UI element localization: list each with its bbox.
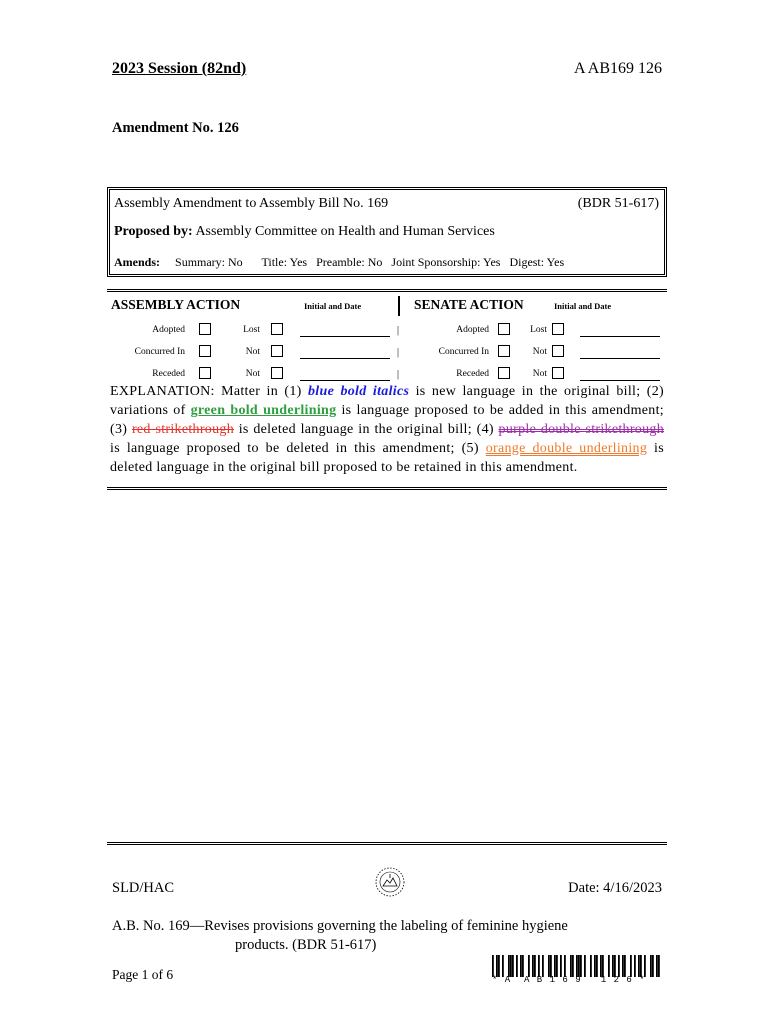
explanation-text: is new language in the original bill; (2) variations of (110, 384, 664, 418)
assembly-receded-checkbox[interactable] (199, 367, 211, 379)
explanation-text: is language proposed to be added in this amendment; (3) (110, 403, 664, 437)
assembly-concurred-label: Concurred In (134, 347, 185, 357)
barcode-bar (652, 955, 654, 977)
senate-receded-checkbox[interactable] (498, 367, 510, 379)
senate-not-checkbox[interactable] (552, 345, 564, 357)
barcode-bar (570, 955, 572, 977)
barcode-bar (534, 955, 536, 977)
amendment-number: Amendment No. 126 (112, 120, 239, 136)
barcode-bar (538, 955, 540, 977)
amends-summary: Summary: No (175, 255, 243, 269)
senate-adopted-label: Adopted (456, 325, 489, 335)
bar-separator: | (397, 325, 400, 336)
senate-lost-checkbox[interactable] (552, 323, 564, 335)
senate-not-checkbox[interactable] (552, 367, 564, 379)
barcode-bar (554, 955, 556, 977)
state-seal-icon (374, 866, 406, 898)
explanation-text: is language proposed to be deleted in this amendment; (5) (110, 441, 486, 456)
barcode-bar (618, 955, 620, 977)
assembly-not-label: Not (245, 347, 260, 357)
barcode-bar (580, 955, 582, 977)
bdr-number: (BDR 51-617) (577, 196, 659, 211)
barcode-bar (622, 955, 624, 977)
senate-not-label: Not (532, 369, 547, 379)
barcode-bar (556, 955, 558, 977)
assembly-adopted-checkbox[interactable] (199, 323, 211, 335)
green-underline-sample: green bold underlining (190, 403, 337, 418)
barcode-bar (640, 955, 642, 977)
amendment-title: Assembly Amendment to Assembly Bill No. 169 (114, 196, 389, 211)
senate-adopted-checkbox[interactable] (498, 323, 510, 335)
assembly-initial-blank[interactable] (300, 336, 390, 337)
action-divider (398, 296, 400, 316)
bill-id: A AB169 126 (573, 60, 662, 77)
explanation-text: is deleted language in the original bill proposed to be retained in this amendment. (110, 441, 664, 475)
barcode-bar (612, 955, 614, 977)
barcode-text: * A A B 1 6 9 1 2 6 * (492, 975, 646, 985)
barcode-bar (510, 955, 512, 977)
barcode-bar (502, 955, 504, 977)
purple-double-strikethrough-sample: purple double strikethrough (498, 422, 665, 437)
footer-rule (107, 842, 667, 845)
barcode-bar (650, 955, 652, 977)
explanation-text: is deleted language in the original bill; (4) (234, 422, 499, 437)
proposed-by-label: Proposed by: (114, 224, 193, 239)
barcode-bar (542, 955, 544, 977)
amends-line (114, 255, 570, 270)
bill-description-line2: products. (BDR 51-617) (235, 937, 377, 953)
assembly-not-checkbox[interactable] (271, 345, 283, 357)
barcode-bar (590, 955, 592, 977)
barcode-bar (594, 955, 596, 977)
assembly-lost-label: Lost (243, 325, 260, 335)
barcode-bar (578, 955, 580, 977)
barcode-bar (492, 955, 494, 977)
barcode-bar (584, 955, 586, 977)
barcode-bar (644, 955, 646, 977)
bill-description (112, 917, 652, 955)
assembly-receded-label: Receded (152, 369, 185, 379)
barcode-bar (656, 955, 658, 977)
barcode-bar (528, 955, 530, 977)
bill-description-line1: A.B. No. 169—Revises provisions governing the labeling of feminine hygiene (112, 918, 568, 934)
barcode-bar (560, 955, 562, 977)
assembly-not-label: Not (245, 369, 260, 379)
action-table (107, 289, 667, 384)
blue-bold-italics-sample: blue bold italics (308, 384, 410, 399)
barcode-bar (532, 955, 534, 977)
assembly-initial-blank[interactable] (300, 380, 390, 381)
bar-separator: | (397, 369, 400, 380)
proposed-by (114, 224, 495, 240)
assembly-action-heading: ASSEMBLY ACTION (111, 297, 241, 312)
senate-initial-date-label: Initial and Date (554, 301, 612, 311)
amends-preamble: Preamble: No (316, 255, 383, 269)
proposed-by-value: Assembly Committee on Health and Human Services (195, 224, 495, 239)
session-title: 2023 Session (82nd) (112, 60, 247, 77)
assembly-initial-date-label: Initial and Date (304, 301, 362, 311)
barcode-bar (498, 955, 500, 977)
barcode-bar (572, 955, 574, 977)
barcode-bar (576, 955, 578, 977)
senate-initial-blank[interactable] (580, 358, 660, 359)
amendment-date: Date: 4/16/2023 (568, 880, 662, 896)
barcode-bar (614, 955, 616, 977)
page-number: Page 1 of 6 (112, 967, 174, 982)
barcode-bar (596, 955, 598, 977)
senate-concurred-checkbox[interactable] (498, 345, 510, 357)
barcode-bar (564, 955, 566, 977)
senate-initial-blank[interactable] (580, 336, 660, 337)
barcode-bar (520, 955, 522, 977)
drafter-code: SLD/HAC (112, 880, 175, 896)
info-box (107, 187, 667, 277)
barcode-bar (658, 955, 660, 977)
assembly-concurred-checkbox[interactable] (199, 345, 211, 357)
amends-label: Amends: (114, 255, 161, 269)
assembly-lost-checkbox[interactable] (271, 323, 283, 335)
barcode-bar (512, 955, 514, 977)
barcode-bar (516, 955, 518, 977)
senate-receded-label: Receded (456, 369, 489, 379)
senate-lost-label: Lost (530, 325, 547, 335)
explanation-paragraph (110, 382, 664, 477)
senate-concurred-label: Concurred In (438, 347, 489, 357)
assembly-adopted-label: Adopted (152, 325, 185, 335)
barcode-bar (608, 955, 610, 977)
barcode-bar (630, 955, 632, 977)
barcode-bar (602, 955, 604, 977)
senate-action-heading: SENATE ACTION (414, 297, 524, 312)
barcode-bar (600, 955, 602, 977)
bar-separator: | (397, 347, 400, 358)
barcode-bar (550, 955, 552, 977)
barcode-bar (496, 955, 498, 977)
amends-joint-sponsorship: Joint Sponsorship: Yes (391, 255, 501, 269)
senate-initial-blank[interactable] (580, 380, 660, 381)
barcode-bar (624, 955, 626, 977)
orange-double-underline-sample: orange double underlining (485, 441, 648, 456)
barcode-bar (638, 955, 640, 977)
amends-digest: Digest: Yes (509, 255, 565, 269)
barcode-bar (634, 955, 636, 977)
barcode-bar (508, 955, 510, 977)
explanation-text: EXPLANATION: Matter in (1) (110, 384, 308, 399)
barcode-bar (548, 955, 550, 977)
explanation-bottom-rule (107, 487, 667, 490)
assembly-not-checkbox[interactable] (271, 367, 283, 379)
red-strikethrough-sample: red strikethrough (131, 422, 234, 437)
amends-title: Title: Yes (261, 255, 308, 269)
barcode-bar (522, 955, 524, 977)
assembly-initial-blank[interactable] (300, 358, 390, 359)
barcode-icon (492, 955, 660, 977)
senate-not-label: Not (532, 347, 547, 357)
